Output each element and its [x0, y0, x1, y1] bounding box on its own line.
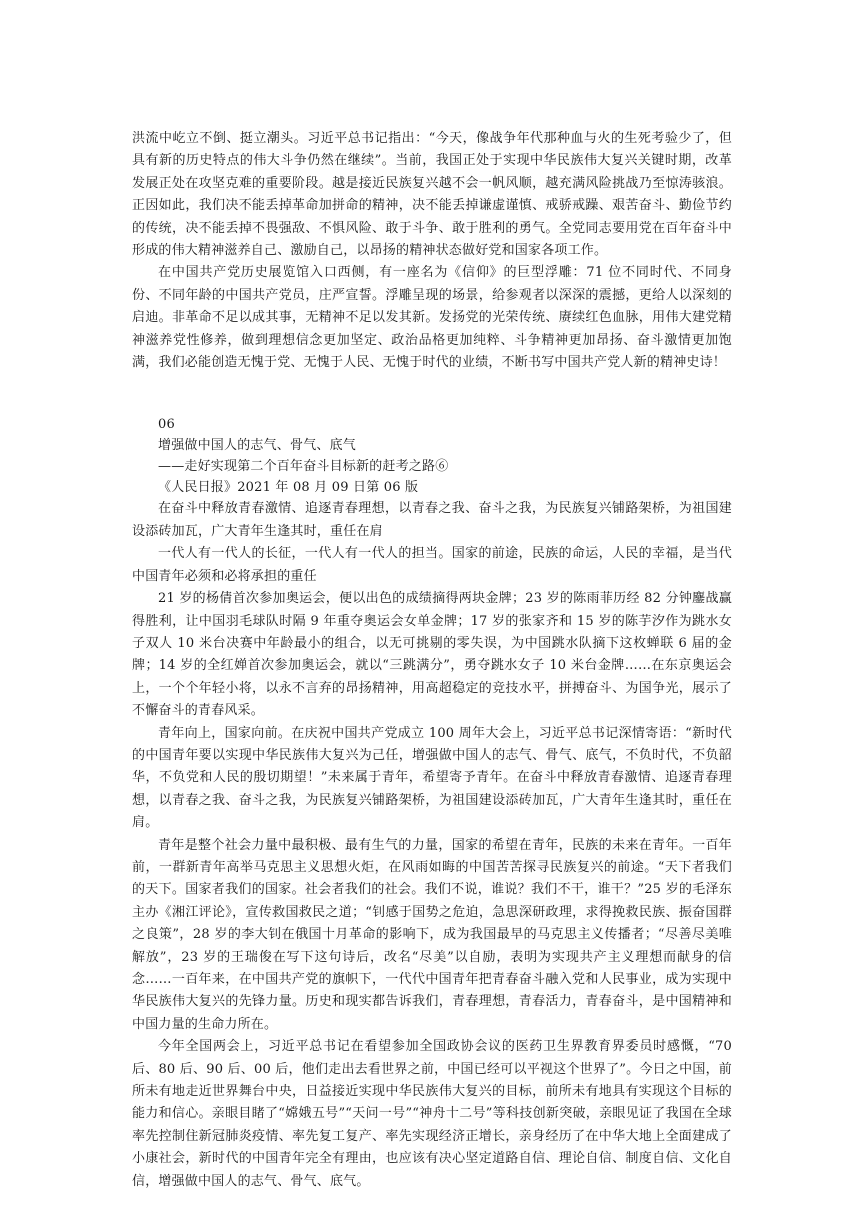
article-title: 增强做中国人的志气、骨气、底气: [158, 438, 357, 454]
intro-paragraph-2: 在中国共产党历史展览馆入口西侧，有一座名为《信仰》的巨型浮雕：71 位不同时代、不同身份、不同年龄的中国共产党员，庄严宣誓。浮雕呈现的场景，给参观者以深深的震撼，更给人以深刻的启迪。非革命不足以成其事，无精神不足以发其新。发扬党的光荣传统、赓续红色血脉，用伟大建党精神滋养党性修养，做到理想信念更加坚定、政治品格更加纯粹、斗争精神更加昂扬、奋斗激情更加饱满，我们必能创造无愧于党、无愧于人民、无愧于时代的业绩，不断书写中国共产党人新的精神史诗！: [132, 265, 732, 371]
article-paragraph: 青年向上，国家向前。在庆祝中国共产党成立 100 周年大会上，习近平总书记深情寄语：“新时代的中国青年要以实现中华民族伟大复兴为己任，增强做中国人的志气、骨气、底气，不负时代，不负韶华，不负党和人民的殷切期望！”未来属于青年，希望寄予青年。在奋斗中释放青春激情、追逐青春理想，以青春之我、奋斗之我，为民族复兴铺路架桥，为祖国建设添砖加瓦，广大青年生逢其时，重任在肩。: [132, 725, 732, 831]
article-header: [132, 414, 732, 498]
article-number: 06: [158, 417, 175, 433]
article-paragraph: 21 岁的杨倩首次参加奥运会，便以出色的成绩摘得两块金牌；23 岁的陈雨菲历经 82 分钟鏖战赢得胜利，让中国羽毛球队时隔 9 年重夺奥运会女单金牌；17 岁的张家齐和 15 岁的陈芋汐作为跳水女子双人 10 米台决赛中年龄最小的组合，以无可挑剔的零失误，为中国跳水队摘下这枚蝉联 6 届的金牌；14 岁的全红婵首次参加奥运会，就以“三跳满分”，勇夺跳水女子 10 米台金牌……在东京奥运会上，一个个年轻小将，以永不言弃的昂扬精神，用高超稳定的竞技水平，拼搏奋斗、为国争光，展示了不懈奋斗的青春风采。: [132, 591, 732, 719]
article-source: 《人民日报》2021 年 08 月 09 日第 06 版: [158, 480, 419, 496]
article-paragraph: 一代人有一代人的长征，一代人有一代人的担当。国家的前途，民族的命运，人民的幸福，是当代中国青年必须和必将承担的重任: [132, 546, 732, 584]
article-paragraph: 青年是整个社会力量中最积极、最有生气的力量，国家的希望在青年，民族的未来在青年。一百年前，一群新青年高举马克思主义思想火炬，在风雨如晦的中国苦苦探寻民族复兴的前途。“天下者我们的天下。国家者我们的国家。社会者我们的社会。我们不说，谁说？我们不干，谁干？”25 岁的毛泽东主办《湘江评论》，宣传救国救民之道；“钊感于国势之危迫，急思深研政理，求得挽救民族、振奋国群之良策”，28 岁的李大钊在俄国十月革命的影响下，成为我国最早的马克思主义传播者；“尽善尽美唯解放”，23 岁的王瑞俊在写下这句诗后，改名“尽美”以自励，表明为实现共产主义理想而献身的信念……一百年来，在中国共产党的旗帜下，一代代中国青年把青春奋斗融入党和人民事业，成为实现中华民族伟大复兴的先锋力量。历史和现实都告诉我们，青春理想，青春活力，青春奋斗，是中国精神和中国力量的生命力所在。: [132, 837, 732, 1032]
intro-paragraph-1: 洪流中屹立不倒、挺立潮头。习近平总书记指出：“今天，像战争年代那种血与火的生死考验少了，但具有新的历史特点的伟大斗争仍然在继续”。当前，我国正处于实现中华民族伟大复兴关键时期，改革发展正处在攻坚克难的重要阶段。越是接近民族复兴越不会一帆风顺，越充满风险挑战乃至惊涛骇浪。正因如此，我们决不能丢掉革命加拼命的精神，决不能丢掉谦虚谨慎、戒骄戒躁、艰苦奋斗、勤俭节约的传统，决不能丢掉不畏强敌、不惧风险、敢于斗争、敢于胜利的勇气。全党同志要用党在百年奋斗中形成的伟大精神滋养自己、激励自己，以昂扬的精神状态做好党和国家各项工作。: [132, 131, 732, 259]
article-paragraph: 在奋斗中释放青春激情、追逐青春理想，以青春之我、奋斗之我，为民族复兴铺路架桥，为祖国建设添砖加瓦，广大青年生逢其时，重任在肩: [132, 501, 732, 539]
document-page: [132, 128, 732, 1193]
article-subtitle: ——走好实现第二个百年奋斗目标新的赶考之路⑥: [158, 459, 449, 475]
article-paragraph: 今年全国两会上，习近平总书记在看望参加全国政协会议的医药卫生界教育界委员时感慨，“70 后、80 后、90 后、00 后，他们走出去看世界之前，中国已经可以平视这个世界了”。今日之中国，前所未有地走近世界舞台中央，日益接近实现中华民族伟大复兴的目标，前所未有地具有实现这个目标的能力和信心。亲眼目睹了“嫦娥五号”“天问一号”“神舟十二号”等科技创新突破，亲眼见证了我国在全球率先控制住新冠肺炎疫情、率先复工复产、率先实现经济正增长，亲身经历了在中华大地上全面建成了小康社会，新时代的中国青年完全有理由，也应该有决心坚定道路自信、理论自信、制度自信、文化自信，增强做中国人的志气、骨气、底气。: [132, 1039, 732, 1189]
